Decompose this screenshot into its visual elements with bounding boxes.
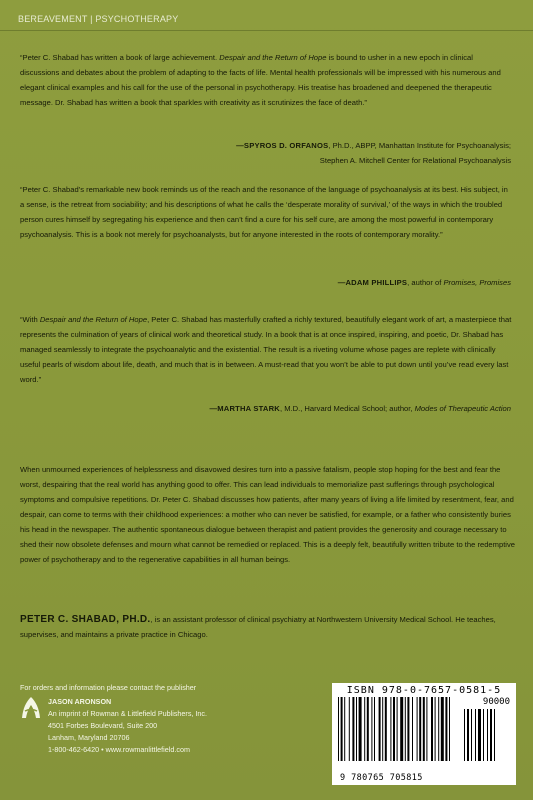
publisher-address-line-1: 4501 Forbes Boulevard, Suite 200 bbox=[48, 721, 158, 730]
barcode-bar bbox=[379, 697, 381, 761]
header-divider bbox=[0, 30, 533, 31]
barcode-bar bbox=[423, 697, 425, 761]
isbn-barcode bbox=[332, 683, 516, 785]
barcode-bar bbox=[445, 697, 447, 761]
attrib-2-rest: , author of bbox=[407, 278, 444, 287]
barcode-bar bbox=[431, 697, 433, 761]
attrib-2-name: —ADAM PHILLIPS bbox=[337, 278, 408, 287]
quote-3-post: , Peter C. Shabad has masterfully crafted a richly textured, beautifully elegant work of art, a masterpiece that represents the culmination of years of clinical work and theoretical study. In a book that is at once inspired, inspiring, and poetic, Dr. Shabad has managed seamlessly to integrate the psychoanalytic and the existential. The result is a riveting volume whose pages are replete with clinically useful pearls of wisdom about life, death, and much that is in between. A must-read that you won’t be able to put down until you’ve read every last word.” bbox=[20, 315, 512, 384]
barcode-bar bbox=[356, 697, 357, 761]
barcode-addon-bar bbox=[471, 709, 472, 761]
ean-first-digit: 9 bbox=[340, 773, 346, 783]
barcode-bar bbox=[341, 697, 343, 761]
barcode-bar bbox=[393, 697, 395, 761]
barcode-bar bbox=[338, 697, 339, 761]
publisher-logo-icon bbox=[20, 696, 42, 720]
quote-2-text: “Peter C. Shabad’s remarkable new book reminds us of the reach and the resonance of the language of psychoanalysis at its best. His subject, in a sense, is the retreat from sociability; and his descriptions of what he calls the ‘desperate morality of survival,’ of the ways in which the troubled person cures himself by segregating his experience and then can’t find a cure for his self cure, are among the most powerful in contemporary psychoanalysis. This is a book not merely for psychoanalysts, but for anyone interested in the roots of contemporary morality.” bbox=[20, 185, 508, 239]
author-bio-text: , is an assistant professor of clinical psychiatry at Northwestern University Medical School. He teaches, supervises, and maintains a private practice in Chicago. bbox=[20, 615, 496, 639]
attrib-1-rest: , Ph.D., ABPP, Manhattan Institute for Psychoanalysis; bbox=[328, 141, 511, 150]
endorsement-attribution-2 bbox=[338, 275, 511, 290]
barcode-addon-bar bbox=[467, 709, 469, 761]
ean-right-group: 705815 bbox=[389, 773, 423, 783]
publisher-name: JASON ARONSON bbox=[48, 697, 112, 706]
barcode-bar bbox=[382, 697, 383, 761]
barcode-addon-bar bbox=[475, 709, 476, 761]
endorsement-quote-2 bbox=[20, 182, 512, 242]
endorsement-attribution-1 bbox=[236, 138, 511, 168]
barcode-bar bbox=[441, 697, 444, 761]
attrib-1-name: —SPYROS D. ORFANOS bbox=[236, 141, 329, 150]
quote-1-post: is bound to usher in a new epoch in clinical discussions and debates about the problem of adapting to the facts of life. Mental health professionals will be impressed with his numerous and elegant clinical examples and his call for the use of the personal in psychotherapy. His treatise has broadened and deepened the therapeutic message. Dr. Shabad has written a book that sparkles with creativity as it scrutinizes the face of death.” bbox=[20, 53, 501, 107]
barcode-bar bbox=[435, 697, 436, 761]
publisher-contact: 1-800-462-6420 • www.rowmanlittlefield.com bbox=[48, 745, 190, 754]
orders-line: For orders and information please contact the publisher bbox=[20, 683, 197, 692]
barcode-bar bbox=[412, 697, 413, 761]
author-bio bbox=[20, 612, 515, 642]
barcode-bars bbox=[338, 697, 510, 771]
barcode-bar bbox=[364, 697, 365, 761]
barcode-addon-bar bbox=[478, 709, 481, 761]
barcode-addon-bar bbox=[487, 709, 488, 761]
barcode-bar bbox=[400, 697, 403, 761]
barcode-bar bbox=[390, 697, 391, 761]
barcode-bar bbox=[407, 697, 409, 761]
book-description: When unmourned experiences of helplessness and disavowed desires turn into a passive fatalism, people stop hoping for the best and fear the worst, despairing that the real world has anything good to offer. This can lead individuals to memorialize past sufferings through psychological symptoms and compulsive repetitions. Dr. Peter C. Shabad discusses how patients, after many years of living a life limited by resentment, fear, and despair, can come to terms with their childhood experiences: a mother who can never be satisfied, for example, or a father who consistently buries his head in the newspaper. The authentic spontaneous dialogue between therapist and patient provides the generosity and courage necessary to shed their now obsolete defenses and mourn what cannot be remedied or replaced. This is a deeply felt, beautifully written tribute to the redemptive power of psychotherapy and to the regenerative capabilities in all human beings. bbox=[20, 465, 516, 564]
publisher-address-line-2: Lanham, Maryland 20706 bbox=[48, 733, 130, 742]
quote-3-book-title: Despair and the Return of Hope bbox=[39, 315, 148, 324]
publisher-imprint: An imprint of Rowman & Littlefield Publishers, Inc. bbox=[48, 709, 207, 718]
barcode-bar bbox=[352, 697, 354, 761]
barcode-bar bbox=[344, 697, 345, 761]
barcode-bar bbox=[359, 697, 362, 761]
attrib-3-title: Modes of Therapeutic Action bbox=[414, 404, 511, 413]
barcode-bar bbox=[405, 697, 406, 761]
endorsement-attribution-3 bbox=[209, 401, 511, 416]
attrib-2-title: Promises, Promises bbox=[443, 278, 511, 287]
barcode-bar bbox=[397, 697, 398, 761]
quote-1-book-title: Despair and the Return of Hope bbox=[219, 53, 327, 62]
barcode-bar bbox=[385, 697, 387, 761]
endorsement-quote-3 bbox=[20, 312, 512, 387]
ean-left-group: 780765 bbox=[351, 773, 385, 783]
attrib-1-line2: Stephen A. Mitchell Center for Relational Psychoanalysis bbox=[319, 156, 511, 165]
barcode-addon-bar bbox=[464, 709, 465, 761]
price-code: 90000 bbox=[482, 697, 510, 707]
ean-digits bbox=[340, 773, 423, 783]
attrib-3-rest: , M.D., Harvard Medical School; author, bbox=[279, 404, 415, 413]
publisher-address bbox=[48, 696, 207, 756]
author-name: PETER C. SHABAD bbox=[20, 614, 117, 625]
barcode-bar bbox=[367, 697, 369, 761]
barcode-addon-bar bbox=[483, 709, 484, 761]
barcode-bar bbox=[374, 697, 375, 761]
attrib-3-name: —MARTHA STARK bbox=[209, 404, 280, 413]
barcode-bar bbox=[419, 697, 421, 761]
barcode-bar bbox=[349, 697, 350, 761]
barcode-bar bbox=[449, 697, 450, 761]
barcode-addon-bar bbox=[494, 709, 495, 761]
barcode-addon-bar bbox=[490, 709, 492, 761]
author-degree: , PH.D. bbox=[116, 614, 151, 625]
endorsement-quote-1 bbox=[20, 50, 512, 110]
barcode-bar bbox=[417, 697, 418, 761]
barcode-bar bbox=[371, 697, 372, 761]
barcode-bar bbox=[426, 697, 427, 761]
quote-3-pre: “With bbox=[20, 315, 40, 324]
barcode-bar bbox=[438, 697, 439, 761]
quote-1-pre: “Peter C. Shabad has written a book of large achievement. bbox=[20, 53, 220, 62]
isbn-text: ISBN 978-0-7657-0581-5 bbox=[346, 685, 502, 696]
category-label: BEREAVEMENT | PSYCHOTHERAPY bbox=[18, 14, 179, 24]
